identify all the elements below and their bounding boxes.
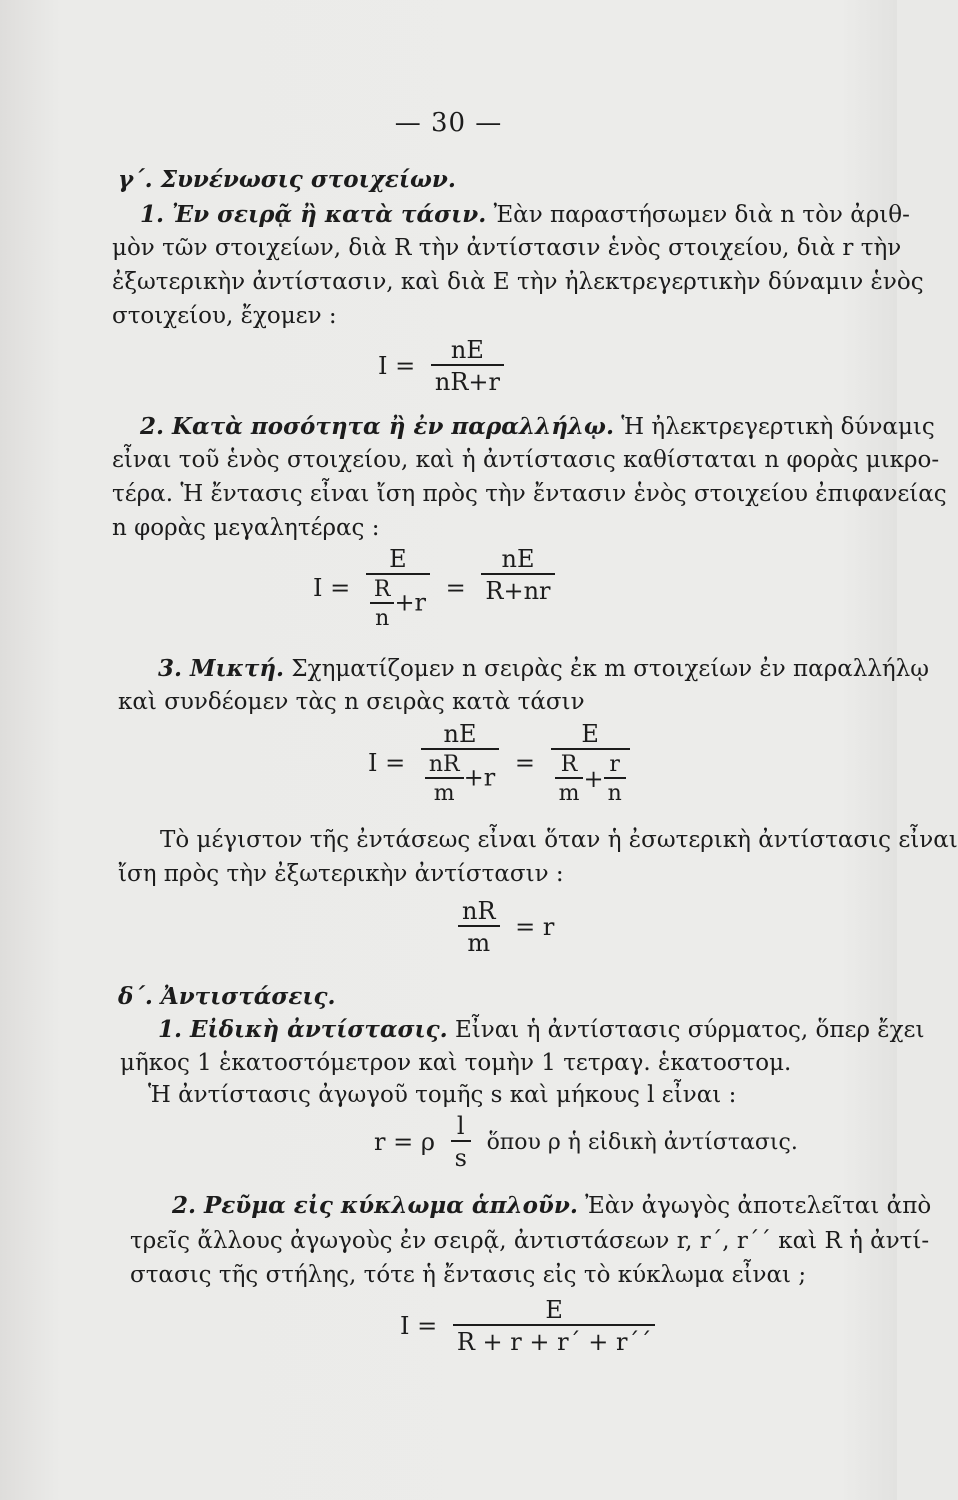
denominator: s (451, 1140, 471, 1172)
text-run: Ἡ ἠλεκτρεγερτικὴ δύναμις (621, 414, 935, 440)
numerator: E (389, 545, 407, 573)
formula-simple-circuit (392, 1296, 655, 1356)
inner-fraction (555, 752, 584, 806)
denominator: R+nr (481, 573, 554, 605)
fraction (431, 336, 504, 396)
numerator: R (560, 752, 578, 777)
denominator: m (458, 925, 500, 957)
text-run: Ἐὰν παραστήσωμεν διὰ n τὸν ἀριθ- (493, 202, 910, 228)
formula-mixed (360, 720, 630, 806)
numerator: nE (450, 336, 484, 364)
denominator: nR+r (431, 364, 504, 396)
fraction (451, 1112, 471, 1172)
numerator: nR (428, 752, 460, 777)
formula-lhs: I = (313, 574, 351, 602)
paragraph-line (140, 203, 910, 227)
paragraph-line: n φορὰς μεγαλητέρας : (112, 515, 380, 541)
inner-fraction (425, 752, 464, 806)
formula-lhs: r = ρ (374, 1128, 435, 1156)
formula-lhs: I = (400, 1312, 438, 1340)
paragraph-line (158, 1018, 924, 1042)
formula-max-condition (458, 897, 562, 957)
text-run: Εἶναι ἡ ἀντίστασις σύρματος, ὅπερ ἔχει (454, 1017, 925, 1043)
paragraph-line: τρεῖς ἄλλους ἀγωγοὺς ἐν σειρᾷ, ἀντιστάσεων r, r΄, r΄΄ καὶ R ἡ ἀντί- (130, 1228, 930, 1254)
paragraph-line (172, 1194, 931, 1218)
plus-term: +r (394, 588, 427, 617)
denominator: m (425, 777, 464, 806)
fraction (551, 720, 630, 806)
formula-lhs: I = (368, 749, 406, 777)
paragraph-line: στοιχείου, ἔχομεν : (112, 303, 337, 329)
denominator (366, 573, 430, 631)
denominator: m (555, 777, 584, 806)
formula-series (370, 336, 504, 396)
paragraph-label: 3. Μικτή. (158, 655, 285, 682)
formula-parallel (305, 545, 555, 631)
text-run: Ἐὰν ἀγωγὸς ἀποτελεῖται ἀπὸ (585, 1193, 932, 1219)
equals-sign: = (514, 749, 535, 777)
plus-term: +r (463, 763, 496, 792)
paragraph-label: 1. Εἰδικὴ ἀντίστασις. (158, 1016, 448, 1043)
paragraph-line (140, 415, 935, 439)
equals-sign: = (445, 574, 466, 602)
text-run: Σχηματίζομεν n σειρὰς ἐκ m στοιχείων ἐν παραλλήλῳ (291, 656, 930, 682)
formula-resistance (366, 1112, 806, 1172)
denominator: R + r + r΄ + r΄΄ (453, 1324, 656, 1356)
denominator: n (604, 777, 626, 806)
paragraph-line: εἶναι τοῦ ἑνὸς στοιχείου, καὶ ἡ ἀντίστασις καθίσταται n φορὰς μικρο- (112, 447, 940, 473)
numerator: nE (443, 720, 477, 748)
numerator: r (609, 752, 620, 777)
formula-explanation: ὅπου ρ ἡ εἰδικὴ ἀντίστασις. (486, 1129, 798, 1155)
section-heading-d: δ΄. Ἀντιστάσεις. (118, 983, 336, 1010)
paragraph-label: 1. Ἐν σειρᾷ ἢ κατὰ τάσιν. (140, 201, 487, 228)
paragraph-line: Ἡ ἀντίστασις ἀγωγοῦ τομῆς s καὶ μήκους l εἶναι : (148, 1082, 737, 1108)
denominator (551, 748, 630, 806)
paragraph-label: 2. Ρεῦμα εἰς κύκλωμα ἁπλοῦν. (172, 1192, 578, 1219)
numerator: nR (462, 897, 496, 925)
fraction (453, 1296, 656, 1356)
fraction (366, 545, 430, 631)
numerator: R (373, 577, 391, 602)
paragraph-line: Τὸ μέγιστον τῆς ἐντάσεως εἶναι ὅταν ἡ ἐσωτερικὴ ἀντίστασις εἶναι (160, 827, 958, 853)
inner-fraction (370, 577, 395, 631)
paragraph-line: ἴση πρὸς τὴν ἐξωτερικὴν ἀντίστασιν : (118, 861, 564, 887)
page-number: — 30 — (394, 108, 503, 138)
paragraph-line: ἐξωτερικὴν ἀντίστασιν, καὶ διὰ E τὴν ἠλεκτρεγερτικὴν δύναμιν ἑνὸς (112, 269, 924, 295)
paragraph-line: μὸν τῶν στοιχείων, διὰ R τὴν ἀντίστασιν ἑνὸς στοιχείου, διὰ r τὴν (112, 235, 902, 261)
formula-rhs: = r (515, 913, 555, 941)
plus-sign: + (583, 765, 604, 793)
paragraph-line: μῆκος 1 ἑκατοστόμετρον καὶ τομὴν 1 τετραγ. ἑκατοστομ. (120, 1050, 792, 1076)
fraction (421, 720, 499, 806)
denominator: n (370, 602, 395, 631)
formula-lhs: I = (378, 352, 416, 380)
numerator: E (581, 720, 599, 748)
paragraph-line: τέρα. Ἡ ἔντασις εἶναι ἴση πρὸς τὴν ἔντασιν ἑνὸς στοιχείου ἐπιφανείας (112, 481, 947, 507)
numerator: nE (501, 545, 535, 573)
paragraph-line: καὶ συνδέομεν τὰς n σειρὰς κατὰ τάσιν (118, 689, 585, 715)
numerator: E (545, 1296, 563, 1324)
fraction (481, 545, 554, 605)
paragraph-line: στασις τῆς στήλης, τότε ἡ ἔντασις εἰς τὸ κύκλωμα εἶναι ; (130, 1262, 807, 1288)
fraction (458, 897, 500, 957)
paragraph-line (158, 657, 929, 681)
section-heading-c: γ΄. Συνένωσις στοιχείων. (118, 166, 456, 193)
paragraph-label: 2. Κατὰ ποσότητα ἢ ἐν παραλλήλῳ. (140, 413, 614, 440)
denominator (421, 748, 499, 806)
inner-fraction (604, 752, 626, 806)
numerator: l (456, 1112, 465, 1140)
